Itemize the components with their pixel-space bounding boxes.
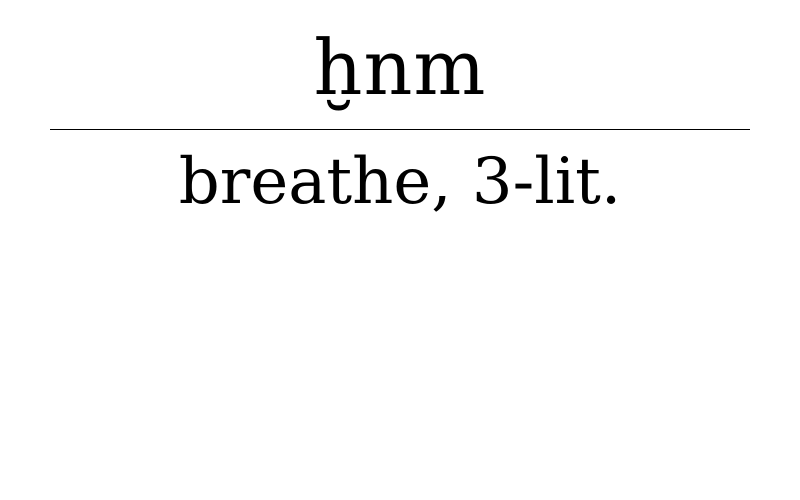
meaning-text: breathe, — [178, 145, 452, 219]
transliteration-heading: ḫnm — [313, 23, 487, 112]
classification-text: 3-lit. — [471, 145, 622, 219]
divider-line — [50, 129, 750, 130]
definition-line — [0, 140, 800, 224]
